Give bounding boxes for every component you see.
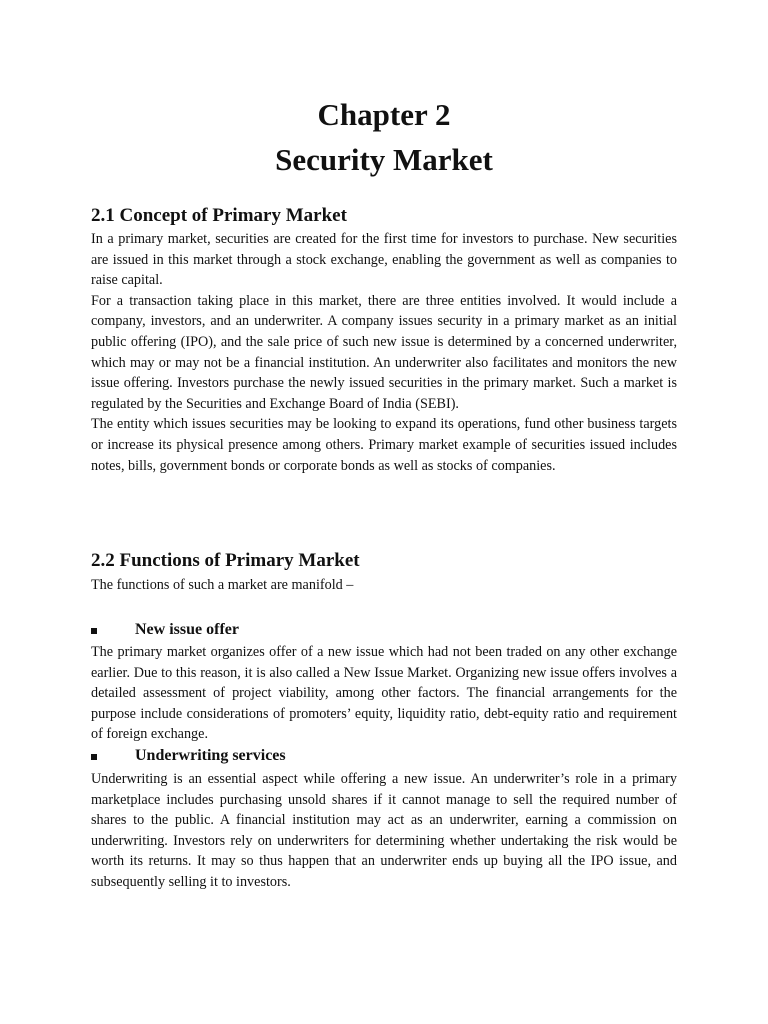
paragraph: In a primary market, securities are created for the first time for investors to purchase. New securities are issued in this market through a stock exchange, enabling the government as well as companies to raise capital.: [91, 231, 677, 289]
list-item-text: The primary market organizes offer of a new issue which had not been traded on any other exchange earlier. Due to this reason, it is also called a New Issue Market. Organizing new issue offers involves a detailed assessment of project viability, among other factors. The financial arrangements for the purpose include considerations of promoters’ equity, liquidity ratio, debt-equity ratio and requirement of foreign exchange.: [91, 644, 677, 743]
list-item-title: New issue offer: [135, 621, 239, 638]
square-bullet-icon: [91, 754, 97, 760]
section-body-primary-market-concept: [91, 229, 677, 476]
section-intro: The functions of such a market are manifold –: [91, 577, 354, 593]
section-heading-primary-market-functions: 2.2 Functions of Primary Market: [91, 550, 360, 571]
square-bullet-icon: [91, 628, 97, 634]
chapter-number: Chapter 2: [317, 97, 451, 132]
paragraph: For a transaction taking place in this market, there are three entities involved. It would include a company, investors, and an underwriter. A company issues security in a primary market as an initial public offering (IPO), and the sale price of such new issue is determined by a concerned underwriter, which may or may not be a financial institution. An underwriter also facilitates and monitors the new issue offering. Investors purchase the newly issued securities in the primary market. Such a market is regulated by the Securities and Exchange Board of India (SEBI).: [91, 292, 677, 412]
paragraph: The entity which issues securities may be looking to expand its operations, fund other business targets or increase its physical presence among others. Primary market example of securities issued includes notes, bills, government bonds or corporate bonds as well as stocks of companies.: [91, 416, 677, 474]
list-item-text: Underwriting is an essential aspect while offering a new issue. An underwriter’s role in a primary marketplace includes purchasing unsold shares if it cannot manage to sell the required number of shares to the public. A financial institution may act as an underwriter, earning a commission on underwriting. Investors rely on underwriters for determining whether undertaking the risk would be worth its returns. It may so thus happen that an underwriter ends up buying all the IPO issue, and subsequently selling it to investors.: [91, 771, 677, 890]
list-item-title: Underwriting services: [135, 747, 286, 764]
chapter-title: Security Market: [275, 142, 493, 177]
section-heading-primary-market-concept: 2.1 Concept of Primary Market: [91, 205, 347, 226]
